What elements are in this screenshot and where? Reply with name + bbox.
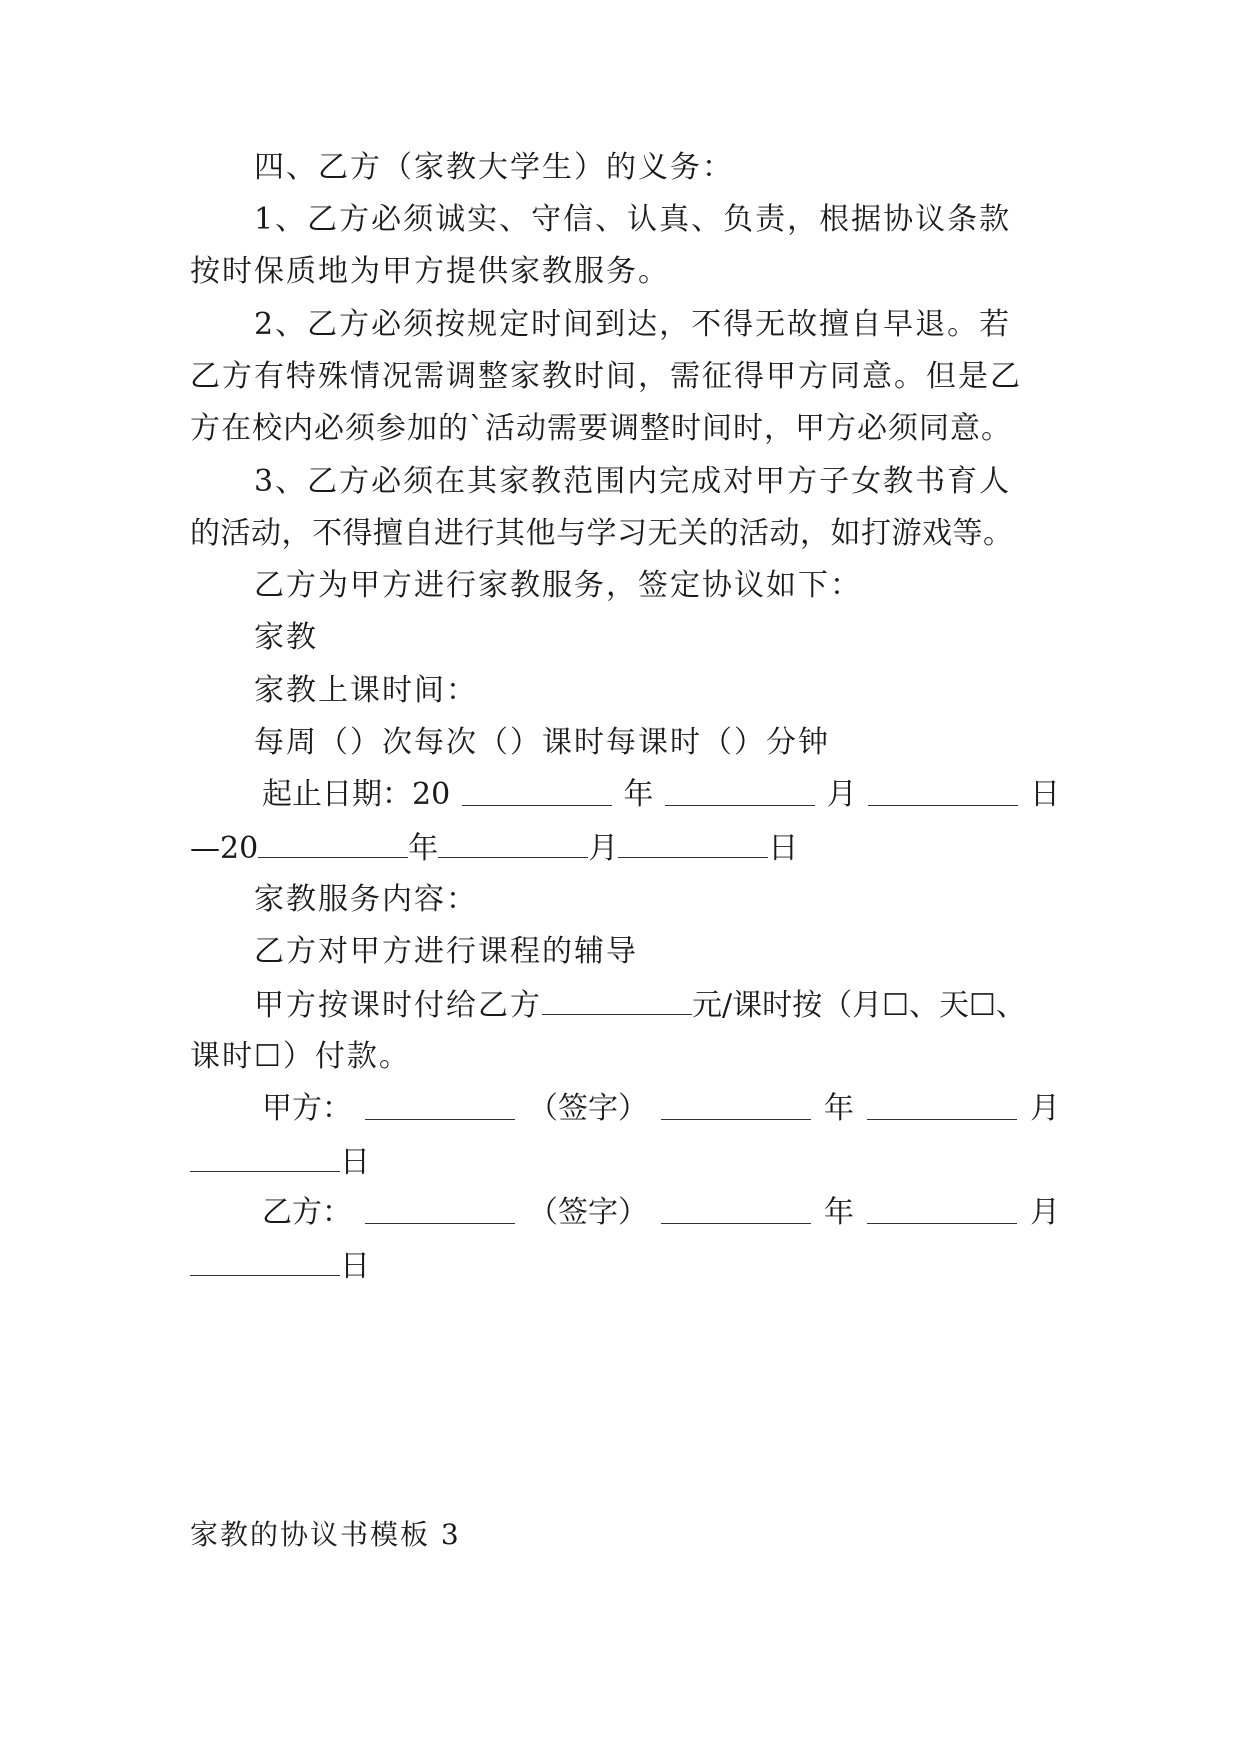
start-year-blank [462,775,612,806]
service-content: 乙方对甲方进行课程的辅导 [254,934,638,969]
end-month-blank [438,827,588,858]
document-page [190,0,1060,1754]
next-template-title: 家教的协议书模板 3 [190,1518,461,1551]
party-a-label: 甲方： [262,1091,352,1126]
party-b-day-line [190,1245,370,1285]
payment-prefix: 甲方按课时付给乙方 [254,988,542,1023]
party-b-day-blank [190,1245,340,1276]
party-b-name-blank [365,1193,515,1224]
party-a-day-line [190,1141,370,1181]
item2-line3: 方在校内必须参加的`活动需要调整时间时，甲方必须同意。 [190,411,1012,446]
item1-line2: 按时保质地为甲方提供家教服务。 [190,254,670,289]
item2-line2: 乙方有特殊情况需调整家教时间，需征得甲方同意。但是乙 [190,359,1022,394]
party-b-sign: （签字） [528,1195,648,1230]
class-time-label: 家教上课时间： [254,673,478,708]
item2-line1: 2、乙方必须按规定时间到达，不得无故擅自早退。若 [254,307,1012,342]
item3-line1: 3、乙方必须在其家教范围内完成对甲方子女教书育人 [254,464,1012,499]
end-month-unit: 月 [588,831,619,866]
start-day-unit: 日 [1029,777,1060,812]
end-year-unit: 年 [408,831,439,866]
party-a-year-blank [661,1089,811,1120]
party-b-year-blank [661,1193,811,1224]
payment-suffix: 元/课时按（月☐、天☐、 [692,988,1026,1023]
party-a-year-unit: 年 [824,1091,854,1126]
end-day-blank [618,827,768,858]
item3-line2: 的活动，不得擅自进行其他与学习无关的活动，如打游戏等。 [190,516,1014,551]
party-a-sign: （签字） [528,1091,648,1126]
start-month-blank [665,775,815,806]
agreement-intro: 乙方为甲方进行家教服务，签定协议如下： [254,568,862,603]
start-year-unit: 年 [623,777,654,812]
party-a-name-blank [365,1089,515,1120]
service-content-label: 家教服务内容： [254,882,478,917]
party-a-day-unit: 日 [340,1145,370,1180]
party-a-month-unit: 月 [1030,1091,1060,1126]
party-a-line [262,1089,1060,1129]
payment-amount-blank [542,984,692,1015]
section-heading: 四、乙方（家教大学生）的义务： [254,150,734,185]
date-range-label: 起止日期：20 [262,777,451,812]
party-b-day-unit: 日 [340,1249,370,1284]
tutoring-label: 家教 [254,620,318,655]
payment-line2: 课时☐）付款。 [190,1039,411,1074]
frequency-line: 每周（）次每次（）课时每课时（）分钟 [254,725,830,760]
start-day-blank [868,775,1018,806]
item1-line1: 1、乙方必须诚实、守信、认真、负责，根据协议条款 [254,202,1012,237]
party-b-label: 乙方： [262,1195,352,1230]
party-b-year-unit: 年 [824,1195,854,1230]
party-b-month-unit: 月 [1030,1195,1060,1230]
party-b-line [262,1193,1060,1233]
end-date-prefix: —20 [190,831,259,866]
party-a-day-blank [190,1141,340,1172]
party-a-month-blank [867,1089,1017,1120]
end-day-unit: 日 [768,831,799,866]
start-month-unit: 月 [826,777,857,812]
date-range-line2 [190,827,798,867]
payment-line1 [254,984,1026,1024]
date-range-line1 [262,775,1060,815]
end-year-blank [258,827,408,858]
party-b-month-blank [867,1193,1017,1224]
